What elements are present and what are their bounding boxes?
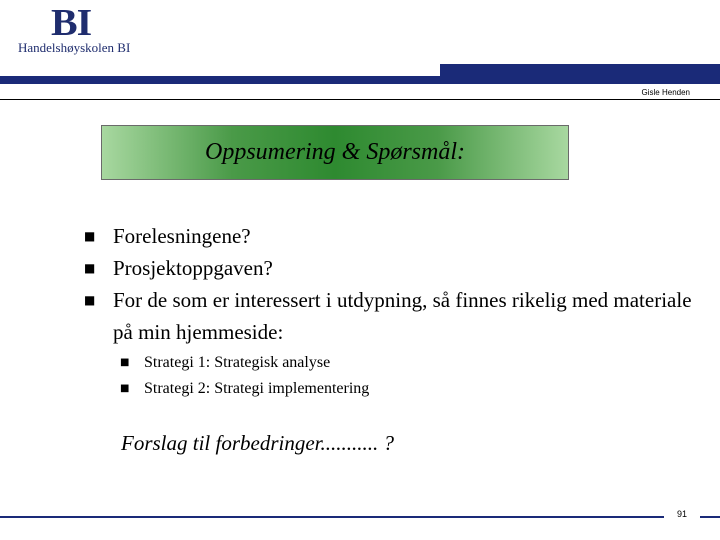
slide-title: Oppsumering & Spørsmål: — [204, 139, 465, 165]
square-bullet-icon: ■ — [120, 357, 130, 368]
bullet-list — [84, 220, 704, 348]
page-number: 91 — [676, 509, 687, 519]
suggestion-text: Forslag til forbedringer........... ? — [121, 431, 395, 455]
logo — [16, 4, 146, 56]
subbullet-list — [120, 350, 369, 402]
bullet-text: For de som er interessert i utdypning, så finnes rikelig med materiale på min hjemmeside: — [113, 288, 692, 344]
bullet-item — [84, 220, 704, 252]
square-bullet-icon: ■ — [84, 229, 96, 243]
subbullet-text: Strategi 1: Strategisk analyse — [144, 354, 331, 371]
title-box — [101, 125, 569, 180]
top-banner-line — [0, 76, 440, 78]
logo-name: Handelshøyskolen BI — [18, 40, 131, 55]
bullet-item — [84, 252, 704, 284]
square-bullet-icon: ■ — [84, 293, 96, 307]
square-bullet-icon: ■ — [120, 383, 130, 394]
footer-divider — [0, 516, 720, 518]
subbullet-item — [120, 350, 369, 376]
bullet-text: Prosjektoppgaven? — [113, 256, 273, 280]
top-banner-notch — [0, 64, 440, 76]
subbullet-text: Strategi 2: Strategi implementering — [144, 380, 370, 397]
bullet-text: Forelesningene? — [113, 224, 251, 248]
logo-letters: BI — [51, 2, 92, 44]
subbullet-item — [120, 376, 369, 402]
header-divider — [0, 99, 720, 100]
bullet-item — [84, 284, 704, 348]
author-name: Gisle Henden — [641, 88, 690, 97]
square-bullet-icon: ■ — [84, 261, 96, 275]
